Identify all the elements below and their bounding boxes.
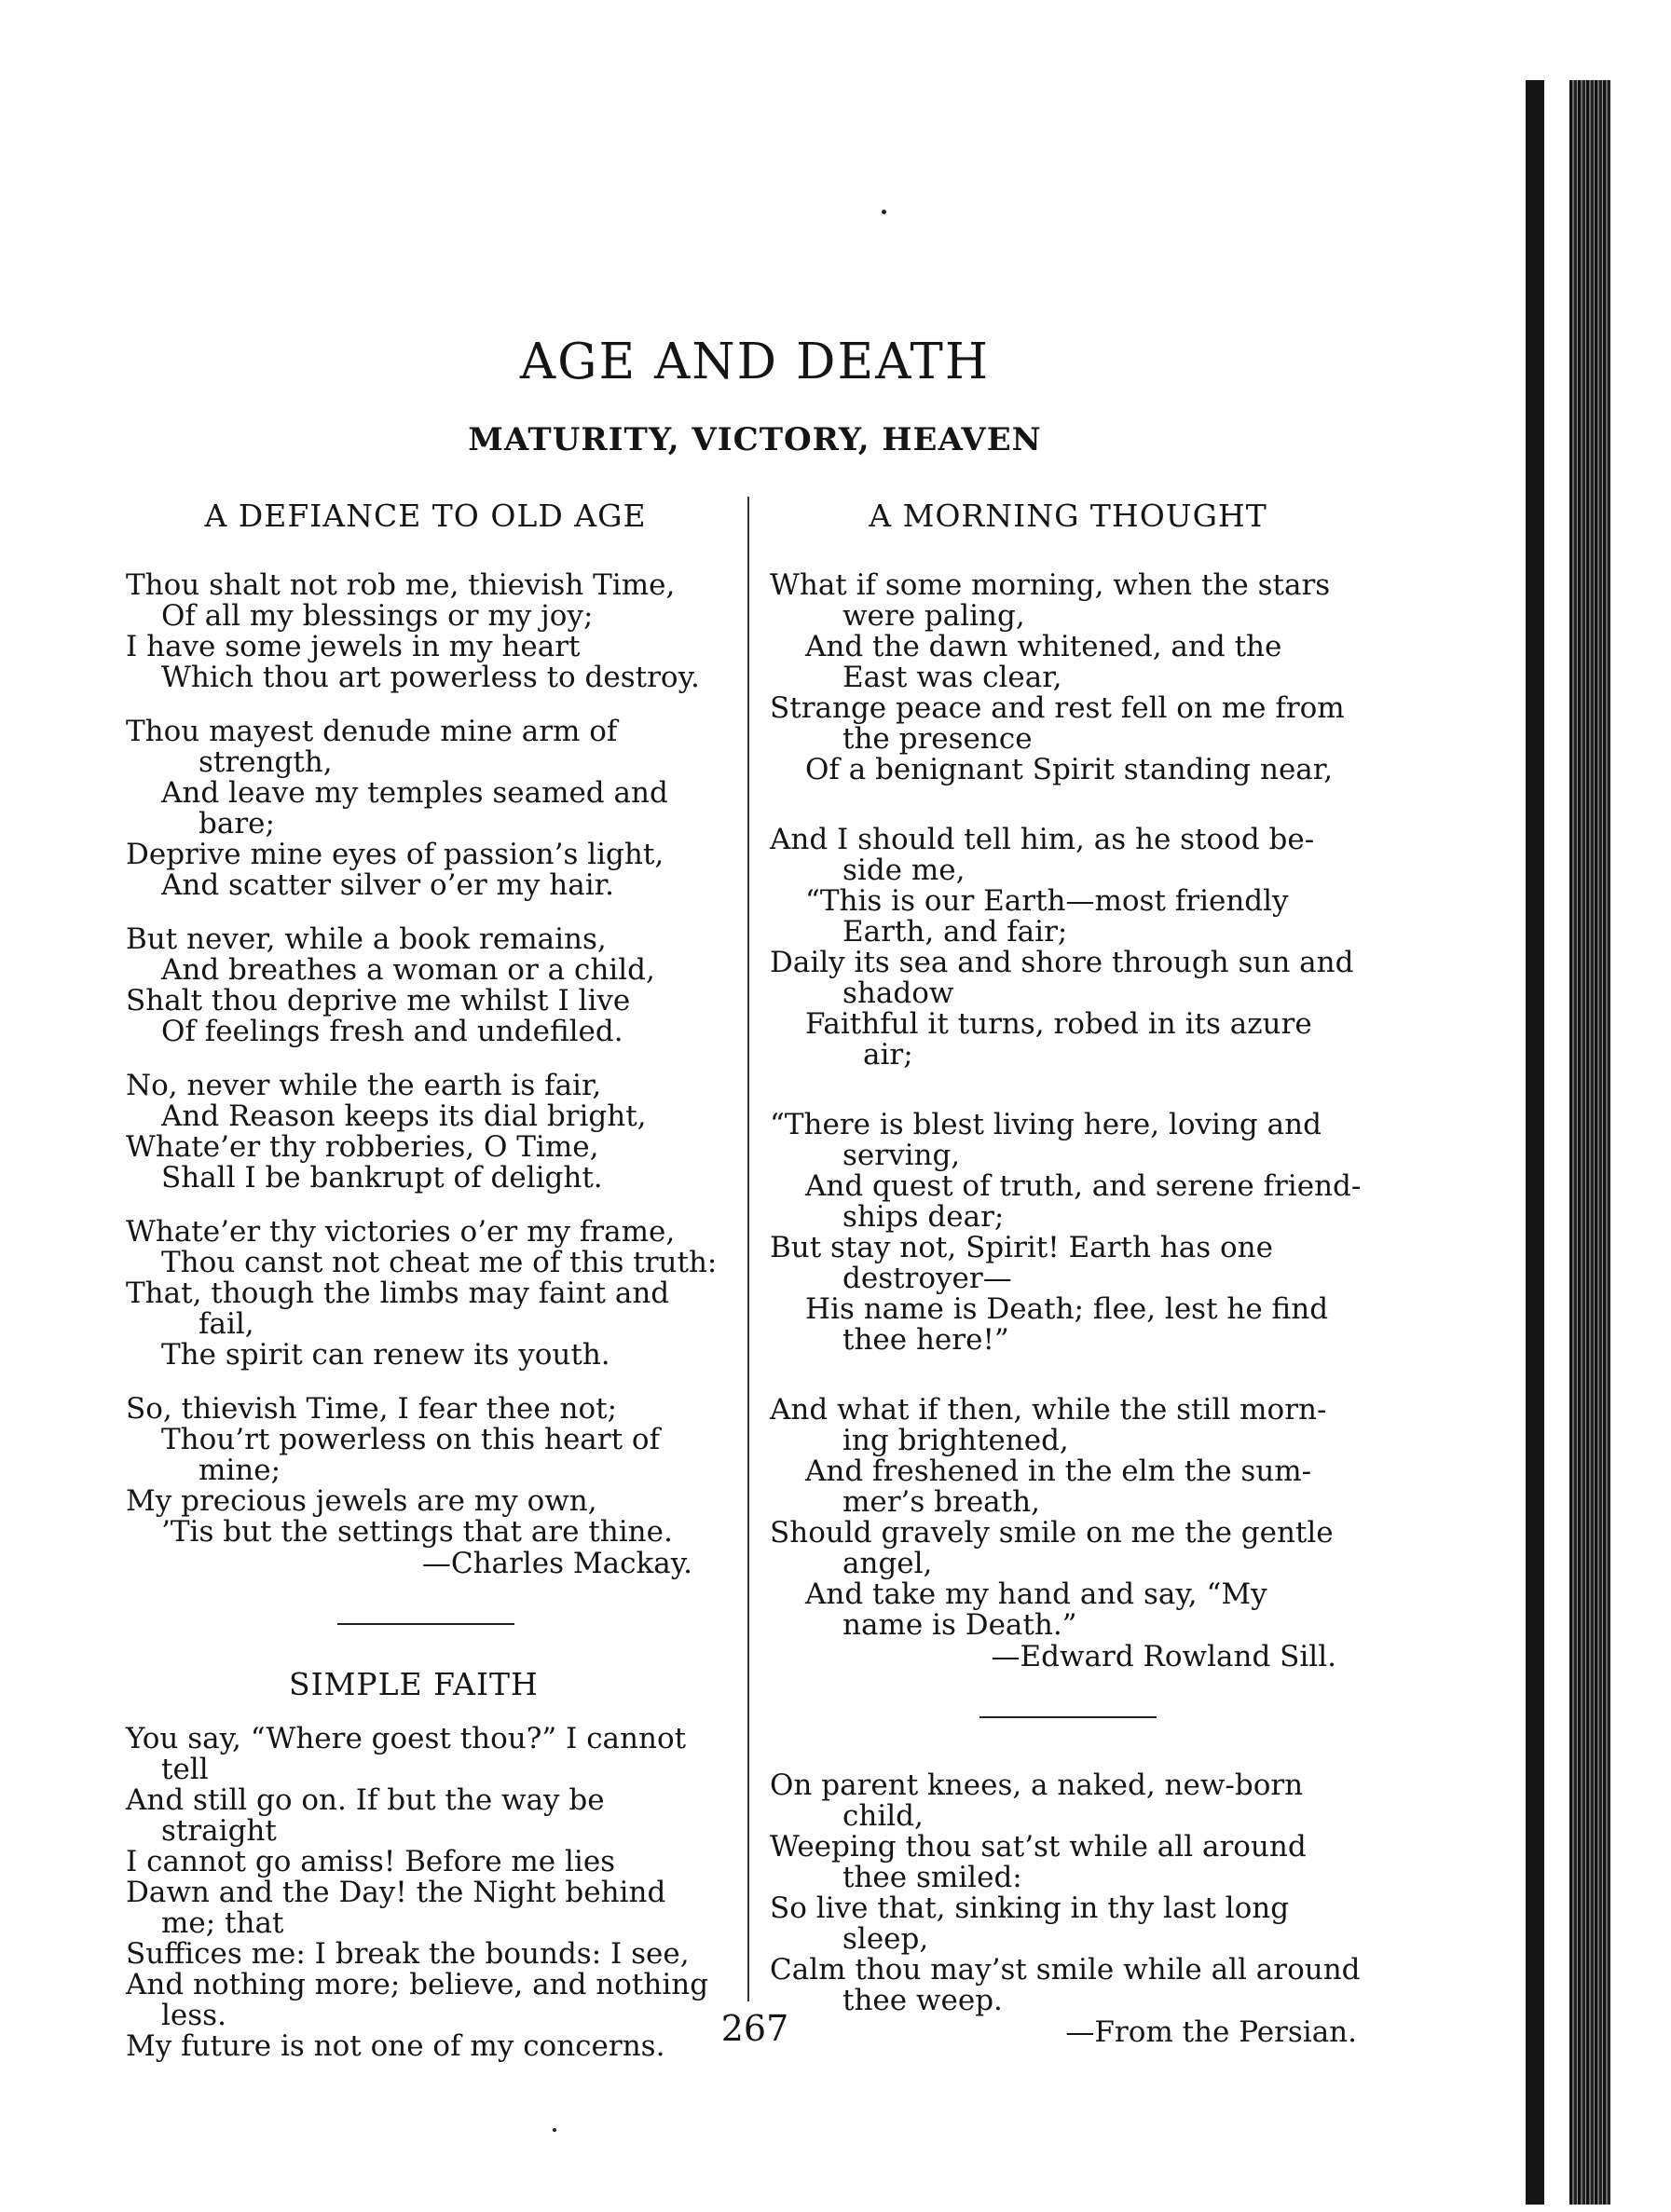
poem-line: Dawn and the Day! the Night behind — [126, 1876, 666, 1909]
poem-line: Of feelings fresh and undefiled. — [161, 1015, 623, 1048]
poem-line: straight — [161, 1814, 277, 1848]
poem-line: serving, — [842, 1139, 961, 1172]
poem-line: But never, while a book remains, — [126, 922, 607, 956]
poem-line: Whate’er thy robberies, O Time, — [126, 1130, 599, 1164]
poem-line: And the dawn whitened, and the — [805, 630, 1282, 663]
poem-line: My future is not one of my concerns. — [126, 2029, 665, 2063]
stanza — [126, 924, 725, 1047]
poem-line: name is Death.” — [842, 1608, 1077, 1642]
poem-line: bare; — [199, 807, 275, 840]
poem-line: fail, — [199, 1307, 254, 1341]
speck-mark — [553, 2128, 556, 2132]
attribution: —Edward Rowland Sill. — [991, 1640, 1336, 1673]
poem-line: East was clear, — [842, 661, 1062, 694]
stanza — [770, 1110, 1366, 1356]
poem-line: less. — [161, 1999, 226, 2032]
poem-line: What if some morning, when the stars — [770, 568, 1331, 602]
poem-line: I have some jewels in my heart — [126, 630, 581, 663]
poem-line: So live that, sinking in thy last long — [770, 1891, 1290, 1925]
page-edge-shadow — [1569, 80, 1610, 2205]
poem-line: Deprive mine eyes of passion’s light, — [126, 838, 664, 871]
poem-line: That, though the limbs may faint and — [126, 1277, 670, 1310]
poem-line: And still go on. If but the way be — [126, 1783, 605, 1817]
poem-line: And Reason keeps its dial bright, — [161, 1099, 647, 1133]
poem-line: “This is our Earth—most friendly — [805, 884, 1289, 918]
poem-line: My precious jewels are my own, — [126, 1484, 597, 1518]
poem-line: air; — [863, 1038, 913, 1072]
poem-title-simple-faith: SIMPLE FAITH — [289, 1666, 539, 1702]
poem-line: And take my hand and say, “My — [805, 1577, 1267, 1611]
poem-line: Faithful it turns, robed in its azure — [805, 1007, 1312, 1041]
poem-line: child, — [842, 1799, 924, 1833]
poem-line: And I should tell him, as he stood be- — [770, 823, 1315, 856]
poem-line: Calm thou may’st smile while all around — [770, 1953, 1361, 1987]
poem-line: Suffices me: I break the bounds: I see, — [126, 1937, 690, 1971]
page-number: 267 — [720, 2008, 789, 2049]
page-edge-shadow — [1526, 80, 1544, 2205]
poem-line: Thou mayest denude mine arm of — [126, 715, 618, 748]
attribution: —Charles Mackay. — [421, 1547, 692, 1580]
poem-line: ships dear; — [842, 1200, 1005, 1234]
poem-line: Shall I be bankrupt of delight. — [161, 1161, 603, 1195]
poem-line: me; that — [161, 1906, 284, 1940]
poem-line: Strange peace and rest fell on me from — [770, 691, 1345, 725]
attribution: —From the Persian. — [1065, 2015, 1357, 2049]
poem-line: Thou shalt not rob me, thievish Time, — [126, 568, 676, 602]
poem-line: Of all my blessings or my joy; — [161, 599, 594, 633]
poem-line: thee here!” — [842, 1323, 1009, 1357]
stanza — [770, 825, 1366, 1071]
poem-line: But stay not, Spirit! Earth has one — [770, 1231, 1273, 1264]
poem-line: And freshened in the elm the sum- — [805, 1454, 1312, 1488]
poem-line: Of a benignant Spirit standing near, — [805, 753, 1334, 786]
poem-line: Whate’er thy victories o’er my frame, — [126, 1215, 676, 1249]
poem-line: And scatter silver o’er my hair. — [161, 868, 614, 902]
poem-line: destroyer— — [842, 1262, 1012, 1295]
poem-line: thee smiled: — [842, 1861, 1022, 1894]
poem-line: You say, “Where goest thou?” I cannot — [126, 1722, 687, 1755]
stanza — [770, 1395, 1366, 1641]
stanza — [126, 570, 725, 693]
poem-line: Shalt thou deprive me whilst I live — [126, 984, 631, 1017]
right-column — [770, 494, 1366, 2049]
stanza — [770, 570, 1366, 785]
stanza — [770, 1770, 1366, 2016]
speck-mark — [882, 210, 886, 214]
poem-line: No, never while the earth is fair, — [126, 1069, 602, 1102]
poem-line: Which thou art powerless to destroy. — [161, 661, 700, 694]
poem-line: On parent knees, a naked, new-born — [770, 1768, 1304, 1802]
poem-line: thee weep. — [842, 1984, 1003, 2017]
poem-line: Earth, and fair; — [842, 915, 1068, 949]
poem-line: strength, — [199, 745, 333, 779]
poem-line: So, thievish Time, I fear thee not; — [126, 1392, 618, 1426]
poem-title-morning-thought: A MORNING THOUGHT — [869, 498, 1267, 534]
stanza — [126, 1394, 725, 1548]
poem-line: I cannot go amiss! Before me lies — [126, 1845, 616, 1878]
page-subtitle: MATURITY, VICTORY, HEAVEN — [468, 421, 1042, 458]
poem-line: ’Tis but the settings that are thine. — [161, 1515, 673, 1549]
poem-line: Should gravely smile on me the gentle — [770, 1516, 1334, 1550]
poem-line: His name is Death; flee, lest he find — [805, 1292, 1329, 1326]
poem-line: side me, — [842, 853, 966, 887]
poem-line: “There is blest living here, loving and — [770, 1108, 1322, 1141]
poem-line: mer’s breath, — [842, 1485, 1040, 1519]
poem-title-defiance: A DEFIANCE TO OLD AGE — [204, 498, 647, 534]
poem-line: the presence — [842, 722, 1033, 756]
stanza — [126, 717, 725, 901]
poem-line: Thou canst not cheat me of this truth: — [161, 1246, 718, 1279]
poem-line: And quest of truth, and serene friend- — [805, 1169, 1362, 1203]
left-column — [126, 494, 725, 2062]
poem-line: mine; — [199, 1454, 281, 1487]
poem-line: ing brightened, — [842, 1424, 1069, 1457]
poem-line: Daily its sea and shore through sun and — [770, 946, 1354, 979]
poem-line: angel, — [842, 1547, 933, 1580]
poem-line: And what if then, while the still morn- — [770, 1393, 1327, 1427]
poem-line: Thou’rt powerless on this heart of — [161, 1423, 661, 1456]
poem-line: The spirit can renew its youth. — [161, 1338, 610, 1372]
poem-line: shadow — [842, 976, 954, 1010]
column-divider — [747, 497, 749, 2001]
poem-line: tell — [161, 1753, 209, 1786]
page-title: AGE AND DEATH — [519, 334, 991, 390]
poem-line: And breathes a woman or a child, — [161, 953, 655, 987]
poem-line: sleep, — [842, 1922, 929, 1956]
poem-line: And leave my temples seamed and — [161, 776, 668, 810]
poem-line: Weeping thou sat’st while all around — [770, 1830, 1307, 1864]
poem-line: were paling, — [842, 599, 1025, 633]
stanza — [126, 1071, 725, 1194]
stanza — [126, 1217, 725, 1371]
poem-line: And nothing more; believe, and nothing — [126, 1968, 709, 2001]
